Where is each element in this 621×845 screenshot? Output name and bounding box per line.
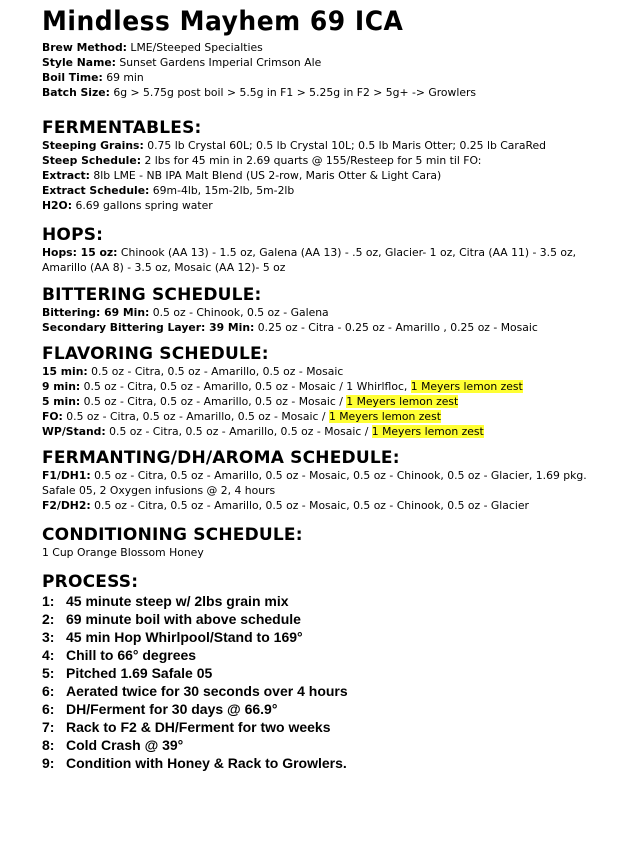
- process-step: [42, 610, 612, 628]
- flavoring-5-line: [42, 394, 612, 409]
- extract-schedule-value: 69m-4lb, 15m-2lb, 5m-2lb: [149, 184, 295, 197]
- secondary-bittering-label: Secondary Bittering Layer: 39 Min:: [42, 321, 255, 334]
- steep-schedule-line: [42, 153, 612, 168]
- process-step: [42, 682, 612, 700]
- hops-line: [42, 245, 612, 275]
- flavoring-9-label: 9 min:: [42, 380, 81, 393]
- steeping-grains-label: Steeping Grains:: [42, 139, 144, 152]
- process-step-text: Condition with Honey & Rack to Growlers.: [66, 755, 347, 771]
- bittering-line: [42, 305, 612, 320]
- hops-label: Hops: 15 oz:: [42, 246, 118, 259]
- flavoring-fo-line: [42, 409, 612, 424]
- extract-label: Extract:: [42, 169, 90, 182]
- f1-dh1-label: F1/DH1:: [42, 469, 91, 482]
- boil-time-value: 69 min: [102, 71, 144, 84]
- process-step-number: 6:: [42, 683, 55, 699]
- flavoring-fo-value: 0.5 oz - Citra, 0.5 oz - Amarillo, 0.5 oz - Mosaic /: [62, 410, 329, 423]
- batch-size-line: [42, 85, 612, 100]
- extract-line: [42, 168, 612, 183]
- brew-method-line: [42, 40, 612, 55]
- process-step-number: 5:: [42, 665, 55, 681]
- process-step-text: Chill to 66° degrees: [66, 647, 197, 663]
- process-step-number: 1:: [42, 593, 55, 609]
- extract-value: 8lb LME - NB IPA Malt Blend (US 2-row, Maris Otter & Light Cara): [90, 169, 442, 182]
- recipe-meta: [42, 40, 612, 100]
- h2o-label: H2O:: [42, 199, 73, 212]
- bittering-heading: BITTERING SCHEDULE:: [42, 285, 262, 305]
- lemon-zest-highlight: 1 Meyers lemon zest: [328, 410, 441, 423]
- f1-dh1-value: 0.5 oz - Citra, 0.5 oz - Amarillo, 0.5 oz - Mosaic, 0.5 oz - Chinook, 0.5 oz - Glacier, 1.69 pkg. Safale 05, 2 Oxygen infusions @ 2, 4 hours: [42, 469, 587, 497]
- flavoring-9-line: [42, 379, 612, 394]
- process-step-text: Cold Crash @ 39°: [66, 737, 184, 753]
- flavoring-fo-label: FO:: [42, 410, 63, 423]
- hops-heading: HOPS:: [42, 225, 104, 245]
- process-step-number: 2:: [42, 611, 55, 627]
- lemon-zest-highlight: 1 Meyers lemon zest: [371, 425, 484, 438]
- bittering-label: Bittering: 69 Min:: [42, 306, 150, 319]
- boil-time-label: Boil Time:: [42, 71, 103, 84]
- flavoring-9-value: 0.5 oz - Citra, 0.5 oz - Amarillo, 0.5 oz - Mosaic / 1 Whirlfloc,: [80, 380, 411, 393]
- lemon-zest-highlight: 1 Meyers lemon zest: [410, 380, 523, 393]
- steep-schedule-value: 2 lbs for 45 min in 2.69 quarts @ 155/Resteep for 5 min til FO:: [141, 154, 482, 167]
- brew-method-label: Brew Method:: [42, 41, 127, 54]
- batch-size-label: Batch Size:: [42, 86, 110, 99]
- conditioning-heading: CONDITIONING SCHEDULE:: [42, 525, 303, 545]
- hops-value: Chinook (AA 13) - 1.5 oz, Galena (AA 13) - .5 oz, Glacier- 1 oz, Citra (AA 11) - 3.5 oz, Amarillo (AA 8) - 3.5 oz, Mosaic (AA 12)- 5 oz: [42, 246, 577, 274]
- flavoring-15-label: 15 min:: [42, 365, 88, 378]
- secondary-bittering-value: 0.25 oz - Citra - 0.25 oz - Amarillo , 0.25 oz - Mosaic: [254, 321, 538, 334]
- process-step: [42, 592, 612, 610]
- flavoring-wp-label: WP/Stand:: [42, 425, 106, 438]
- process-step-text: DH/Ferment for 30 days @ 66.9°: [66, 701, 278, 717]
- process-list: [42, 592, 612, 772]
- f1-dh1-line: [42, 468, 612, 498]
- recipe-title: Mindless Mayhem 69 ICA: [42, 6, 404, 37]
- extract-schedule-label: Extract Schedule:: [42, 184, 150, 197]
- secondary-bittering-line: [42, 320, 612, 335]
- process-step-text: Rack to F2 & DH/Ferment for two weeks: [66, 719, 331, 735]
- process-step: [42, 700, 612, 718]
- steep-schedule-label: Steep Schedule:: [42, 154, 142, 167]
- f2-dh2-line: [42, 498, 612, 513]
- process-step-text: Aerated twice for 30 seconds over 4 hours: [66, 683, 348, 699]
- process-step: [42, 736, 612, 754]
- fermenting-heading: FERMANTING/DH/AROMA SCHEDULE:: [42, 448, 400, 468]
- style-line: [42, 55, 612, 70]
- flavoring-5-label: 5 min:: [42, 395, 81, 408]
- h2o-value: 6.69 gallons spring water: [72, 199, 213, 212]
- style-label: Style Name:: [42, 56, 116, 69]
- flavoring-wp-value: 0.5 oz - Citra, 0.5 oz - Amarillo, 0.5 oz - Mosaic /: [105, 425, 372, 438]
- brew-method-value: LME/Steeped Specialties: [127, 41, 263, 54]
- boil-time-line: [42, 70, 612, 85]
- flavoring-wp-line: [42, 424, 612, 439]
- flavoring-15-value: 0.5 oz - Citra, 0.5 oz - Amarillo, 0.5 oz - Mosaic: [87, 365, 344, 378]
- process-heading: PROCESS:: [42, 572, 139, 592]
- steeping-grains-value: 0.75 lb Crystal 60L; 0.5 lb Crystal 10L; 0.5 lb Maris Otter; 0.25 lb CaraRed: [143, 139, 546, 152]
- process-step-text: 45 min Hop Whirlpool/Stand to 169°: [66, 629, 303, 645]
- flavoring-5-value: 0.5 oz - Citra, 0.5 oz - Amarillo, 0.5 oz - Mosaic /: [80, 395, 347, 408]
- process-step: [42, 646, 612, 664]
- process-step-text: 69 minute boil with above schedule: [66, 611, 301, 627]
- conditioning-value: 1 Cup Orange Blossom Honey: [42, 546, 204, 559]
- f2-dh2-value: 0.5 oz - Citra, 0.5 oz - Amarillo, 0.5 oz - Mosaic, 0.5 oz - Chinook, 0.5 oz - Glacier: [90, 499, 529, 512]
- process-step-number: 8:: [42, 737, 55, 753]
- process-step: [42, 628, 612, 646]
- process-step-text: 45 minute steep w/ 2lbs grain mix: [66, 593, 289, 609]
- process-step-number: 4:: [42, 647, 55, 663]
- process-step: [42, 718, 612, 736]
- lemon-zest-highlight: 1 Meyers lemon zest: [346, 395, 459, 408]
- batch-size-value: 6g > 5.75g post boil > 5.5g in F1 > 5.25g in F2 > 5g+ -> Growlers: [109, 86, 477, 99]
- process-step: [42, 664, 612, 682]
- process-step-number: 7:: [42, 719, 55, 735]
- process-step-number: 3:: [42, 629, 55, 645]
- steeping-grains-line: [42, 138, 612, 153]
- recipe-document: [42, 6, 612, 772]
- style-value: Sunset Gardens Imperial Crimson Ale: [115, 56, 322, 69]
- process-step-text: Pitched 1.69 Safale 05: [66, 665, 213, 681]
- bittering-value: 0.5 oz - Chinook, 0.5 oz - Galena: [149, 306, 329, 319]
- f2-dh2-label: F2/DH2:: [42, 499, 91, 512]
- process-step: [42, 754, 612, 772]
- fermentables-heading: FERMENTABLES:: [42, 118, 202, 138]
- process-step-number: 6:: [42, 701, 55, 717]
- h2o-line: [42, 198, 612, 213]
- process-step-number: 9:: [42, 755, 55, 771]
- flavoring-15-line: [42, 364, 612, 379]
- extract-schedule-line: [42, 183, 612, 198]
- flavoring-heading: FLAVORING SCHEDULE:: [42, 344, 269, 364]
